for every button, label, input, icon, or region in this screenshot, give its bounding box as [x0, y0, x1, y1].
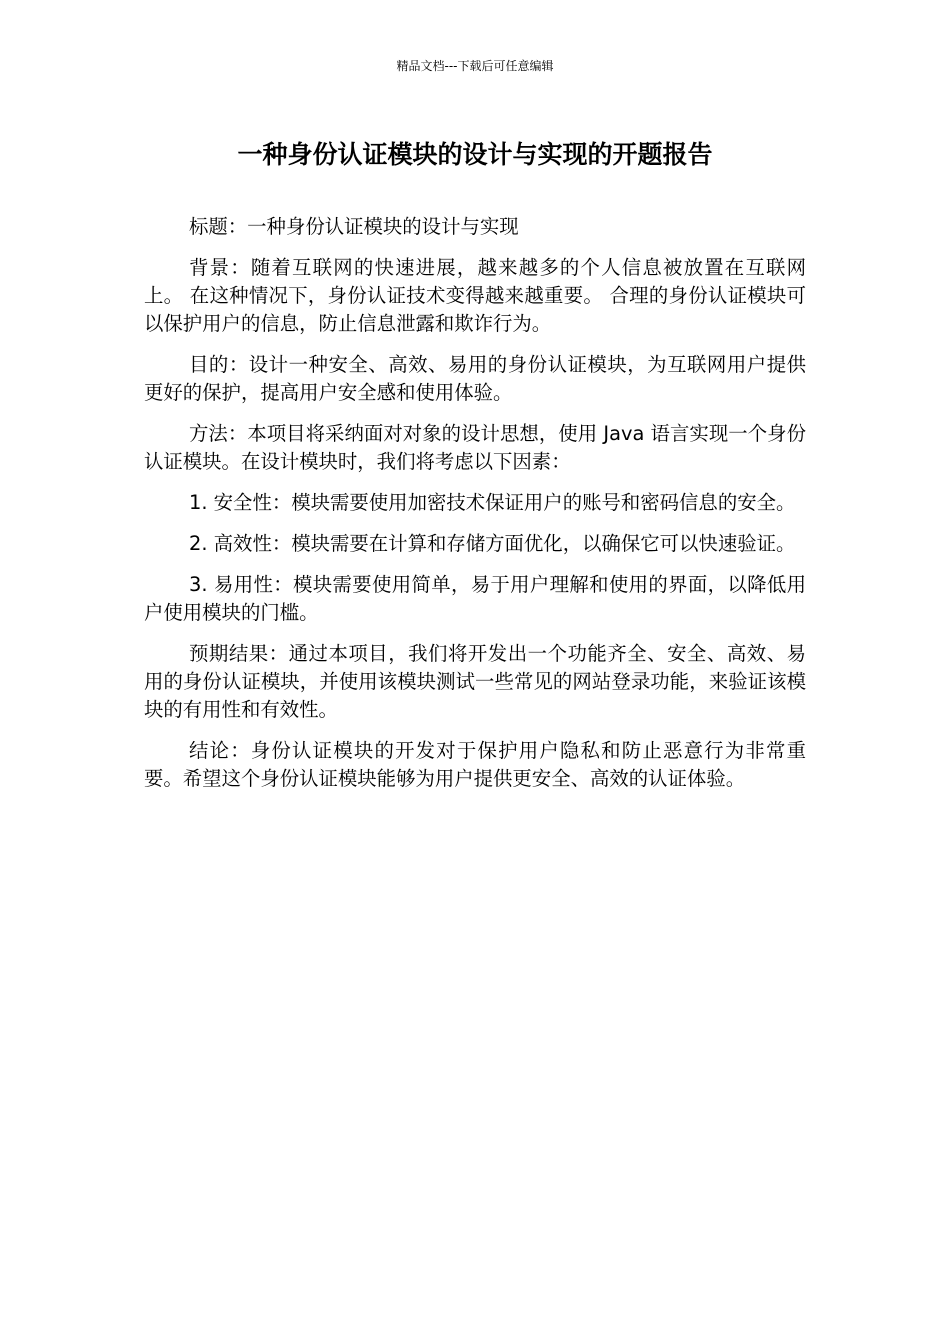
paragraph-topic: 标题：一种身份认证模块的设计与实现 [189, 215, 519, 238]
paragraph-factor-usability: 3. 易用性：模块需要使用简单，易于用户理解和使用的界面，以降低用户使用模块的门槛。 [144, 573, 806, 624]
paragraph-factor-efficiency: 2. 高效性：模块需要在计算和存储方面优化，以确保它可以快速验证。 [189, 532, 796, 555]
document-body [144, 213, 806, 806]
header-note: 精品文档---下载后可任意编辑 [396, 59, 554, 73]
paragraph-background: 背景：随着互联网的快速进展，越来越多的个人信息被放置在互联网上。 在这种情况下，身份认证技术变得越来越重要。 合理的身份认证模块可以保护用户的信息，防止信息泄露和欺诈行为。 [144, 256, 806, 335]
paragraph-method: 方法：本项目将采纳面对对象的设计思想，使用 Java 语言实现一个身份认证模块。在设计模块时，我们将考虑以下因素： [144, 422, 806, 473]
paragraph-expected-results: 预期结果：通过本项目，我们将开发出一个功能齐全、安全、高效、易用的身份认证模块，并使用该模块测试一些常见的网站登录功能，来验证该模块的有用性和有效性。 [144, 642, 806, 721]
document-title: 一种身份认证模块的设计与实现的开题报告 [237, 140, 713, 169]
paragraph-factor-security: 1. 安全性：模块需要使用加密技术保证用户的账号和密码信息的安全。 [189, 491, 796, 514]
paragraph-purpose: 目的：设计一种安全、高效、易用的身份认证模块，为互联网用户提供更好的保护，提高用户安全感和使用体验。 [144, 353, 806, 404]
paragraph-conclusion: 结论：身份认证模块的开发对于保护用户隐私和防止恶意行为非常重要。希望这个身份认证模块能够为用户提供更安全、高效的认证体验。 [144, 739, 806, 790]
